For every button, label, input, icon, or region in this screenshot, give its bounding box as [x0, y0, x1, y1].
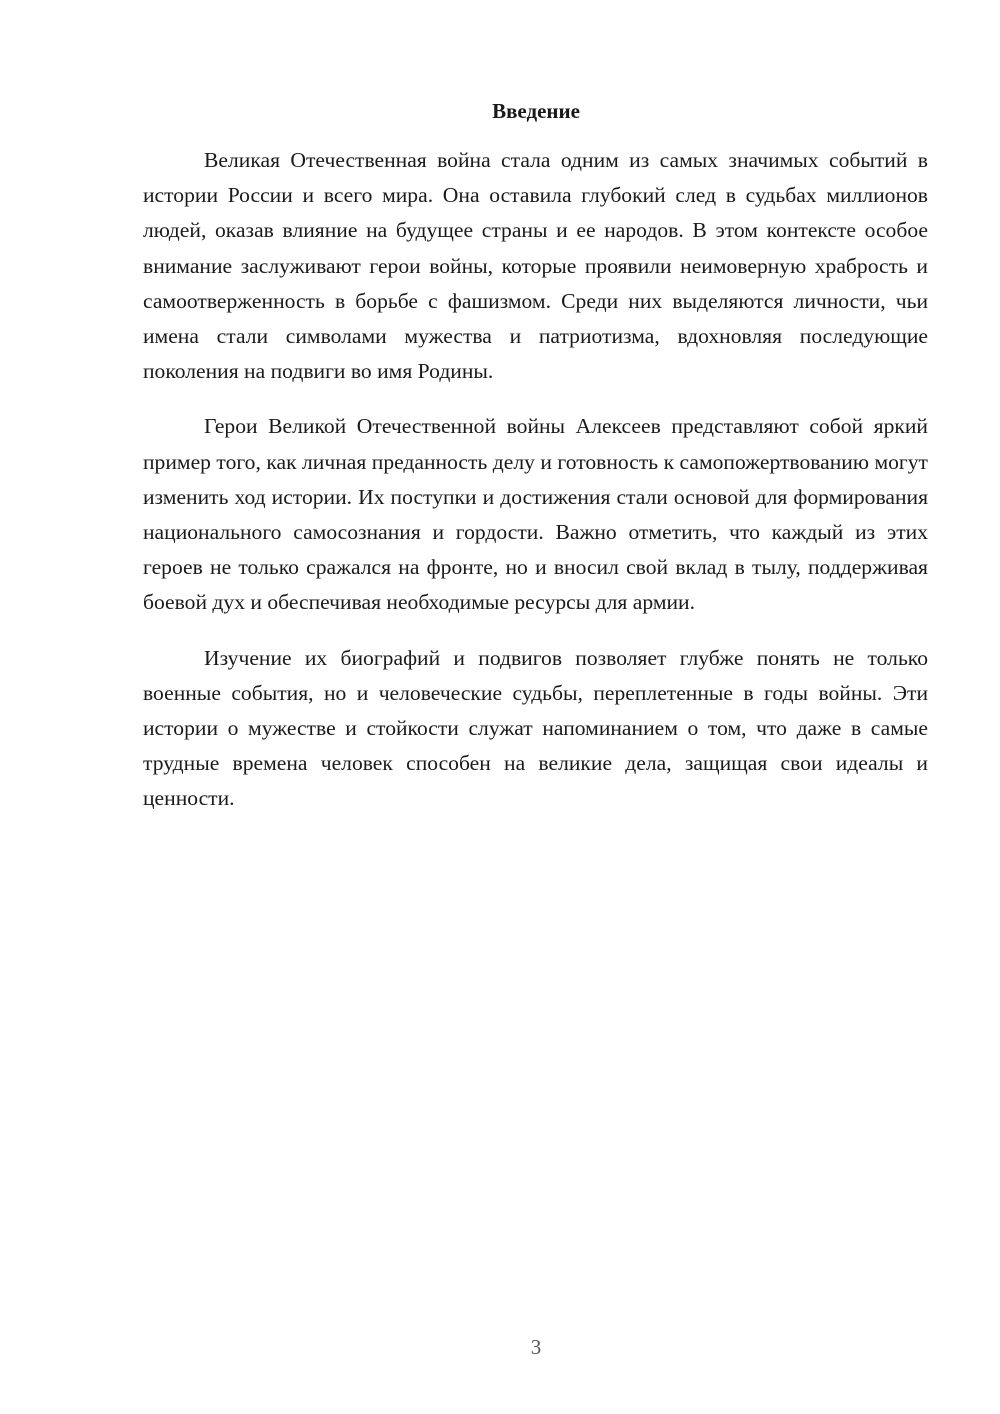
paragraph-1: Великая Отечественная война стала одним из самых значимых событий в истории России и всего мира. Она оставила глубокий след в судьбах миллионов людей, оказав влияние на будущее страны и ее народов. В этом контексте особое внимание заслуживают герои войны, которые проявили неимоверную храбрость и самоотверженность в борьбе с фашизмом. Среди них выделяются личности, чьи имена стали символами мужества и патриотизма, вдохновляя последующие поколения на подвиги во имя Родины. [143, 148, 928, 384]
page-number: 3 [530, 1335, 542, 1359]
body-text [143, 143, 928, 837]
paragraph-2: Герои Великой Отечественной войны Алексеев представляют собой яркий пример того, как личная преданность делу и готовность к самопожертвованию могут изменить ход истории. Их поступки и достижения стали основой для формирования национального самосознания и гордости. Важно отметить, что каждый из этих героев не только сражался на фронте, но и вносил свой вклад в тылу, поддерживая боевой дух и обеспечивая необходимые ресурсы для армии. [143, 414, 928, 615]
paragraph-3: Изучение их биографий и подвигов позволяет глубже понять не только военные события, но и человеческие судьбы, переплетенные в годы войны. Эти истории о мужестве и стойкости служат напоминанием о том, что даже в самые трудные времена человек способен на великие дела, защищая свои идеалы и ценности. [143, 645, 928, 811]
page-title: Введение [492, 99, 580, 123]
